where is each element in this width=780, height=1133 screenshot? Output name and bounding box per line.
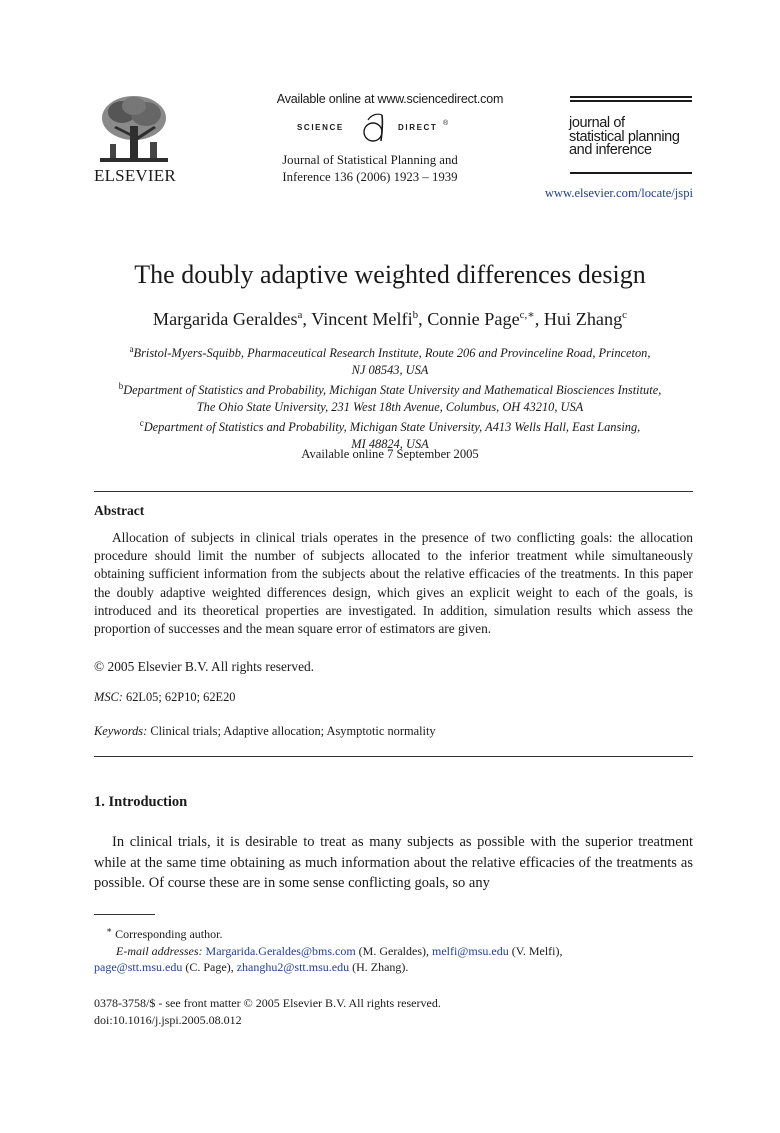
elsevier-tree-logo <box>92 92 176 168</box>
msc-label: MSC: <box>94 690 123 704</box>
article-title: The doubly adaptive weighted differences design <box>134 260 646 289</box>
abstract-copyright: © 2005 Elsevier B.V. All rights reserved. <box>94 659 315 674</box>
abstract-heading: Abstract <box>94 503 145 518</box>
abstract-rule-bottom <box>94 756 693 757</box>
affiliation-c: $^c$Department of Statistics and Probability, Michigan State University, A413 Wells Hall, East Lansing, <box>139 418 641 435</box>
sd-registered-mark: ® <box>443 120 449 127</box>
journal-title-line1: journal of <box>569 115 625 131</box>
sciencedirect-d-icon <box>359 111 391 145</box>
abstract-rule-top <box>94 491 693 492</box>
author-separator: , <box>534 309 544 330</box>
affiliation-b-line2: The Ohio State University, 231 West 18th Avenue, Columbus, OH 43210, USA <box>196 399 584 414</box>
journal-url-link[interactable]: www.elsevier.com/locate/jspi <box>544 186 693 200</box>
affiliation-c-line2: MI 48824, USA <box>351 436 429 451</box>
email-link[interactable]: Margarida.Geraldes@bms.com <box>205 943 356 958</box>
journal-citation <box>250 152 490 186</box>
sciencedirect-logo <box>297 111 487 145</box>
journal-title-line2: statistical planning <box>569 128 680 145</box>
corresponding-author-note: ∗ Corresponding author. <box>106 925 223 941</box>
affiliation-a: $^a$Bristol-Myers-Squibb, Pharmaceutical Research Institute, Route 206 and Provinceline Road, Princeton, <box>129 344 651 361</box>
doi-line: doi:10.1016/j.jspi.2005.08.012 <box>94 1012 242 1027</box>
footnote-star: ∗ <box>106 925 113 935</box>
footnote-rule <box>94 914 155 915</box>
author-affil-sup: a <box>297 309 303 321</box>
abstract-text: Allocation of subjects in clinical trials operates in the presence of two conflicting goals: the allocation procedure should limit the number of subjects allocated to the inferior treatment while simultaneously obtaining sufficient information from the subjects about the relative efficacies of the treatments. In this paper the doubly adaptive weighted differences design, which gives an explicit weight to each of the goals, is introduced and its theoretical properties are investigated. In addition, simulation results which assess the proportion of successes and the mean square error of estimators are given. <box>94 530 693 637</box>
available-date: Available online 7 September 2005 <box>301 447 479 461</box>
footnotes <box>94 922 693 976</box>
section-heading-introduction: 1. Introduction <box>94 794 188 810</box>
author-separator: , <box>302 309 312 330</box>
author-name: Margarida Geraldes <box>152 309 298 330</box>
author-affil-sup: c <box>622 309 628 321</box>
keywords-values: Clinical trials; Adaptive allocation; Asymptotic normality <box>150 724 436 738</box>
email-link[interactable]: page@stt.msu.edu <box>94 960 183 975</box>
sd-right: DIRECT <box>398 123 438 132</box>
msc-codes <box>94 690 235 705</box>
email-addresses: E-mail addresses: Margarida.Geraldes@bms.com (M. Geraldes), melfi@msu.edu (V. Melfi), <box>116 943 563 958</box>
email-link[interactable]: melfi@msu.edu <box>431 943 509 958</box>
issn-line: 0378-3758/$ - see front matter © 2005 Elsevier B.V. All rights reserved. <box>94 996 441 1010</box>
author-affil-sup: c,∗ <box>519 309 535 321</box>
introduction-text: In clinical trials, it is desirable to treat as many subjects as possible with the superior treatment while at the same time obtaining as much information about the relative efficacies of the treatments as possible. Of course these are in some sense conflicting goals, so any <box>94 834 693 892</box>
tree-icon <box>92 92 176 168</box>
email-link[interactable]: zhanghu2@stt.msu.edu <box>236 960 350 975</box>
author-name: Vincent Melfi <box>311 309 413 330</box>
author-separator: , <box>418 309 428 330</box>
journal-rule-top <box>570 96 692 102</box>
author-name: Connie Page <box>427 309 520 330</box>
publisher-name: ELSEVIER <box>94 166 176 185</box>
journal-rule-bottom <box>570 172 692 174</box>
front-matter <box>94 995 693 1028</box>
keywords-label: Keywords: <box>94 724 148 738</box>
email-label: E-mail addresses: <box>116 943 203 958</box>
author-name: Hui Zhang <box>543 309 623 330</box>
affiliation-a-line2: NJ 08543, USA <box>351 362 429 377</box>
journal-citation-line1: Journal of Statistical Planning and <box>282 153 458 167</box>
email-addresses-cont: page@stt.msu.edu (C. Page), zhanghu2@stt.msu.edu (H. Zhang). <box>94 960 409 975</box>
author-affil-sup: b <box>412 309 419 321</box>
available-online-line: Available online at www.sciencedirect.com <box>276 92 504 106</box>
journal-title <box>569 117 699 158</box>
journal-title-line3: and inference <box>569 142 652 158</box>
affiliation-b: $^b$Department of Statistics and Probability, Michigan State University and Mathematical Biosciences Institute, <box>118 381 662 398</box>
journal-citation-line2: Inference 136 (2006) 1923 – 1939 <box>282 170 458 184</box>
msc-values: 62L05; 62P10; 62E20 <box>126 690 236 704</box>
author-list <box>40 308 740 330</box>
keywords <box>94 724 436 739</box>
affiliations <box>60 341 720 452</box>
sd-left: SCIENCE <box>297 123 344 132</box>
